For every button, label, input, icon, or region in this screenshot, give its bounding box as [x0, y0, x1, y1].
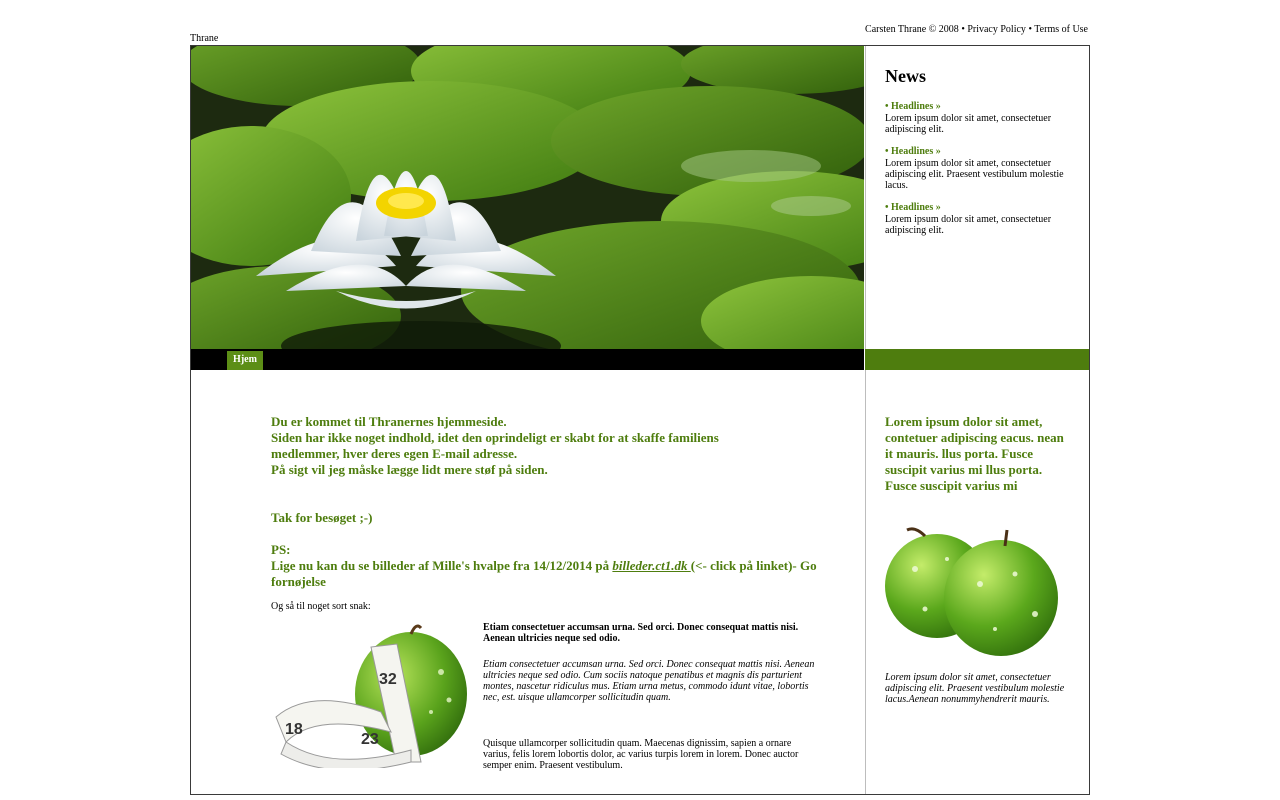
ps-section: [271, 542, 831, 590]
news-item: [885, 146, 1071, 191]
article-italic: Etiam consectetuer accumsan urna. Sed orci. Donec consequat mattis nisi. Aenean ultricies neque sed odio. Cum sociis natoque penatibus et magnis dis parturient montes, nascetur ridiculus mus. Etiam urna metus, commodo idunt vitae, lobortis nec, est. uisque ullamcorper sollicitudin quam.: [483, 659, 815, 703]
welcome-line: Siden har ikke noget indhold, idet den oprindeligt er skabt for at skaffe familiens medlemmer, hver deres egen E-mail adresse.: [271, 430, 719, 461]
news-headline-link[interactable]: • Headlines »: [885, 101, 941, 112]
pictures-link[interactable]: billeder.ct1.dk: [612, 558, 691, 573]
snack-intro: Og så til noget sort snak:: [271, 601, 371, 612]
sidebar-caption: Lorem ipsum dolor sit amet, consectetuer adipiscing elit. Praesent vestibulum molestie lacus.Aenean nonummyhendrerit mauris.: [885, 672, 1065, 705]
copyright-text: Carsten Thrane © 2008: [865, 24, 959, 35]
page-frame: [190, 45, 1090, 795]
news-item: [885, 101, 1071, 135]
news-title: News: [885, 66, 926, 86]
ps-text: Lige nu kan du se billeder af Mille's hvalpe fra 14/12/2014 på billeder.ct1.dk (<- click på linket)- Go fornøjelse: [271, 558, 817, 589]
article-bold: Etiam consectetuer accumsan urna. Sed orci. Donec consequat mattis nisi. Aenean ultricies neque sed odio.: [483, 622, 799, 644]
ps-label: PS:: [271, 542, 291, 557]
svg-text:18: 18: [285, 721, 303, 738]
welcome-line: Du er kommet til Thranernes hjemmeside.: [271, 414, 507, 429]
right-sidebar: [865, 370, 1089, 794]
welcome-line: På sigt vil jeg måske lægge lidt mere støf på siden.: [271, 462, 548, 477]
news-text: Lorem ipsum dolor sit amet, consectetuer adipiscing elit.: [885, 113, 1052, 135]
news-headline-link[interactable]: • Headlines »: [885, 202, 941, 213]
svg-text:23: 23: [361, 731, 379, 748]
news-panel: [865, 46, 1089, 349]
hero-image-water-lily: [191, 46, 864, 349]
news-headline-link[interactable]: • Headlines »: [885, 146, 941, 157]
main-content: [191, 370, 864, 794]
nav-bar: [191, 349, 864, 370]
nav-bar-accent: [865, 349, 1089, 370]
news-text: Lorem ipsum dolor sit amet, consectetuer adipiscing elit. Praesent vestibulum molestie lacus.: [885, 158, 1064, 191]
welcome-text: [271, 414, 751, 478]
article-plain: Quisque ullamcorper sollicitudin quam. Maecenas dignissim, sapien a ornare varius, felis lorem lobortis dolor, ac varius turpis lorem in lorem. Donec auctor semper enim. Praesent vestibulum.: [483, 738, 799, 771]
apple-measuring-tape-image: [271, 622, 471, 768]
article: [483, 622, 819, 771]
sidebar-text: Lorem ipsum dolor sit amet, contetuer adipiscing eacus. nean it mauris. llus porta. Fusce suscipit varius mi llus porta. Fusce suscipit varius mi: [885, 414, 1064, 493]
site-name: Thrane: [190, 33, 219, 44]
privacy-policy-link[interactable]: Privacy Policy: [967, 24, 1026, 35]
green-apples-image: [885, 524, 1061, 658]
top-links: Carsten Thrane © 2008 • Privacy Policy • Terms of Use: [865, 24, 1088, 35]
terms-of-use-link[interactable]: Terms of Use: [1034, 24, 1088, 35]
nav-tab-home[interactable]: Hjem: [227, 351, 263, 370]
news-item: [885, 202, 1071, 236]
thanks-text: Tak for besøget ;-): [271, 510, 373, 525]
news-text: Lorem ipsum dolor sit amet, consectetuer adipiscing elit.: [885, 214, 1052, 236]
svg-text:32: 32: [379, 671, 397, 688]
